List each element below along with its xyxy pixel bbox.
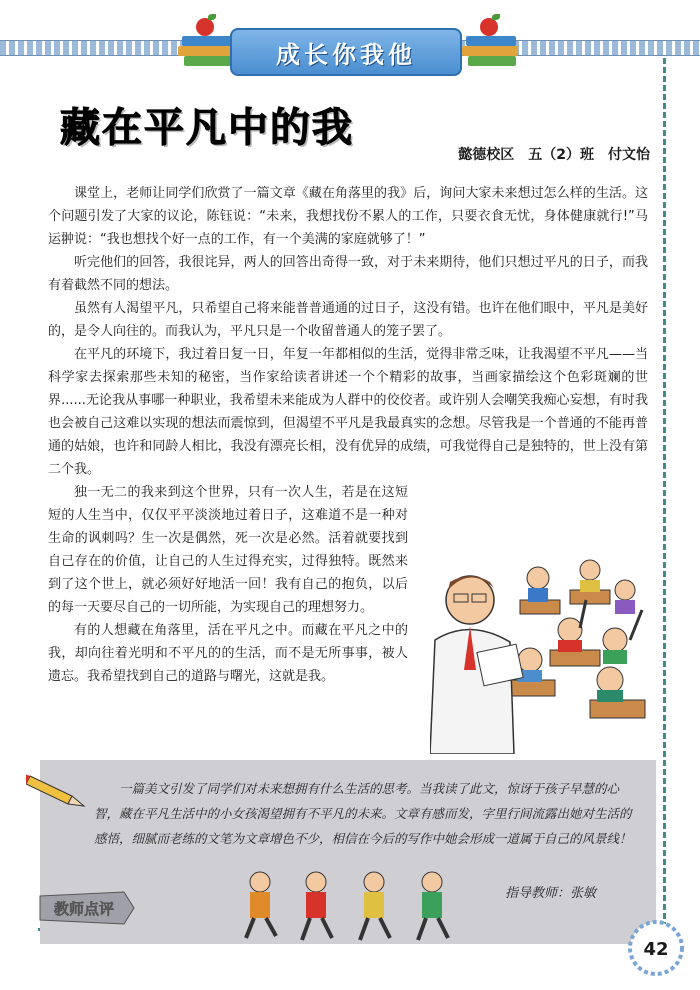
article-title: 藏在平凡中的我 — [60, 105, 354, 151]
paragraph: 听完他们的回答，我很诧异，两人的回答出奇得一致，对于未来期待，他们只想过平凡的日子，而我有着截然不同的想法。 — [48, 255, 648, 293]
page-number-badge — [626, 918, 686, 978]
teacher-comment-sign — [36, 888, 136, 928]
page-number: 42 — [643, 939, 669, 960]
comment-text: 一篇美文引发了同学们对未来想拥有什么生活的思考。当我读了此文，惊讶于孩子早慧的心智，藏在平凡生活中的小女孩渴望拥有不平凡的未来。文章有感而发，字里行间流露出她对生活的感悟，细腻而老练的文笔为文章增色不少，相信在今后的写作中她会形成一道属于自己的风景线！ — [94, 781, 632, 846]
pencil-icon — [26, 766, 86, 810]
comment-text-block — [94, 776, 634, 851]
dashed-frame-right — [663, 58, 666, 928]
teacher-comment-box — [40, 760, 656, 944]
section-banner — [230, 28, 462, 76]
paragraph: 独一无二的我来到这个世界，只有一次人生，若是在这短短的人生当中，仅仅平平淡淡地过着日子，这难道不是一种对生命的讽刺吗？生一次是偶然，死一次是必然。活着就要找到自己存在的价值，让自己的人生过得充实，过得独特。既然来到了这个世上，就必须好好地活一回！我有自己的抱负，以后的每一天要尽自己的一切所能，为实现自己的理想努力。 — [48, 485, 408, 615]
books-apple-icon — [178, 14, 236, 70]
paragraph: 虽然有人渴望平凡，只希望自己将来能普普通通的过日子，这没有错。也许在他们眼中，平凡是美好的，是令人向往的。而我认为，平凡只是一个收留普通人的笼子罢了。 — [48, 301, 648, 339]
classroom-illustration — [430, 530, 650, 754]
paragraph: 有的人想藏在角落里，活在平凡之中。而藏在平凡之中的我，却向往着光明和不平凡的的生活，而不是无所事事，被人遗忘。我希望找到自己的道路与曙光，这就是我。 — [48, 623, 408, 684]
paragraph: 课堂上，老师让同学们欣赏了一篇文章《藏在角落里的我》后，询问大家未来想过怎么样的生活。这个问题引发了大家的议论，陈钰说：“未来，我想找份不累人的工作，只要衣食无忧，身体健康就行!”马运翀说：“我也想找个好一点的工作，有一个美满的家庭就够了！” — [48, 186, 648, 247]
section-banner-text: 成长你我他 — [276, 40, 416, 69]
teacher-signature: 指导教师：张敏 — [504, 886, 596, 901]
running-kids-illustration — [236, 868, 466, 948]
books-apple-icon — [462, 14, 520, 70]
article-byline: 懿德校区 五（2）班 付文怡 — [458, 147, 650, 163]
paragraph: 在平凡的环境下，我过着日复一日，年复一年都相似的生活，觉得非常乏味，让我渴望不平凡——当科学家去探索那些未知的秘密，当作家给读者讲述一个个精彩的故事，当画家描绘这个色彩斑斓的世界......无论我从事哪一种职业，我希望未来能成为人群中的佼佼者。或许别人会嘲笑我痴心妄想，有时我也会被自己这难以实现的想法而震惊到，但渴望不平凡是我最真实的念想。尽管我是一个普通的不能再普通的姑娘，也许和同龄人相比，我没有漂亮长相，没有优异的成绩，可我觉得自己是独特的，世上没有第二个我。 — [48, 347, 648, 477]
teacher-comment-label: 教师点评 — [54, 900, 115, 918]
